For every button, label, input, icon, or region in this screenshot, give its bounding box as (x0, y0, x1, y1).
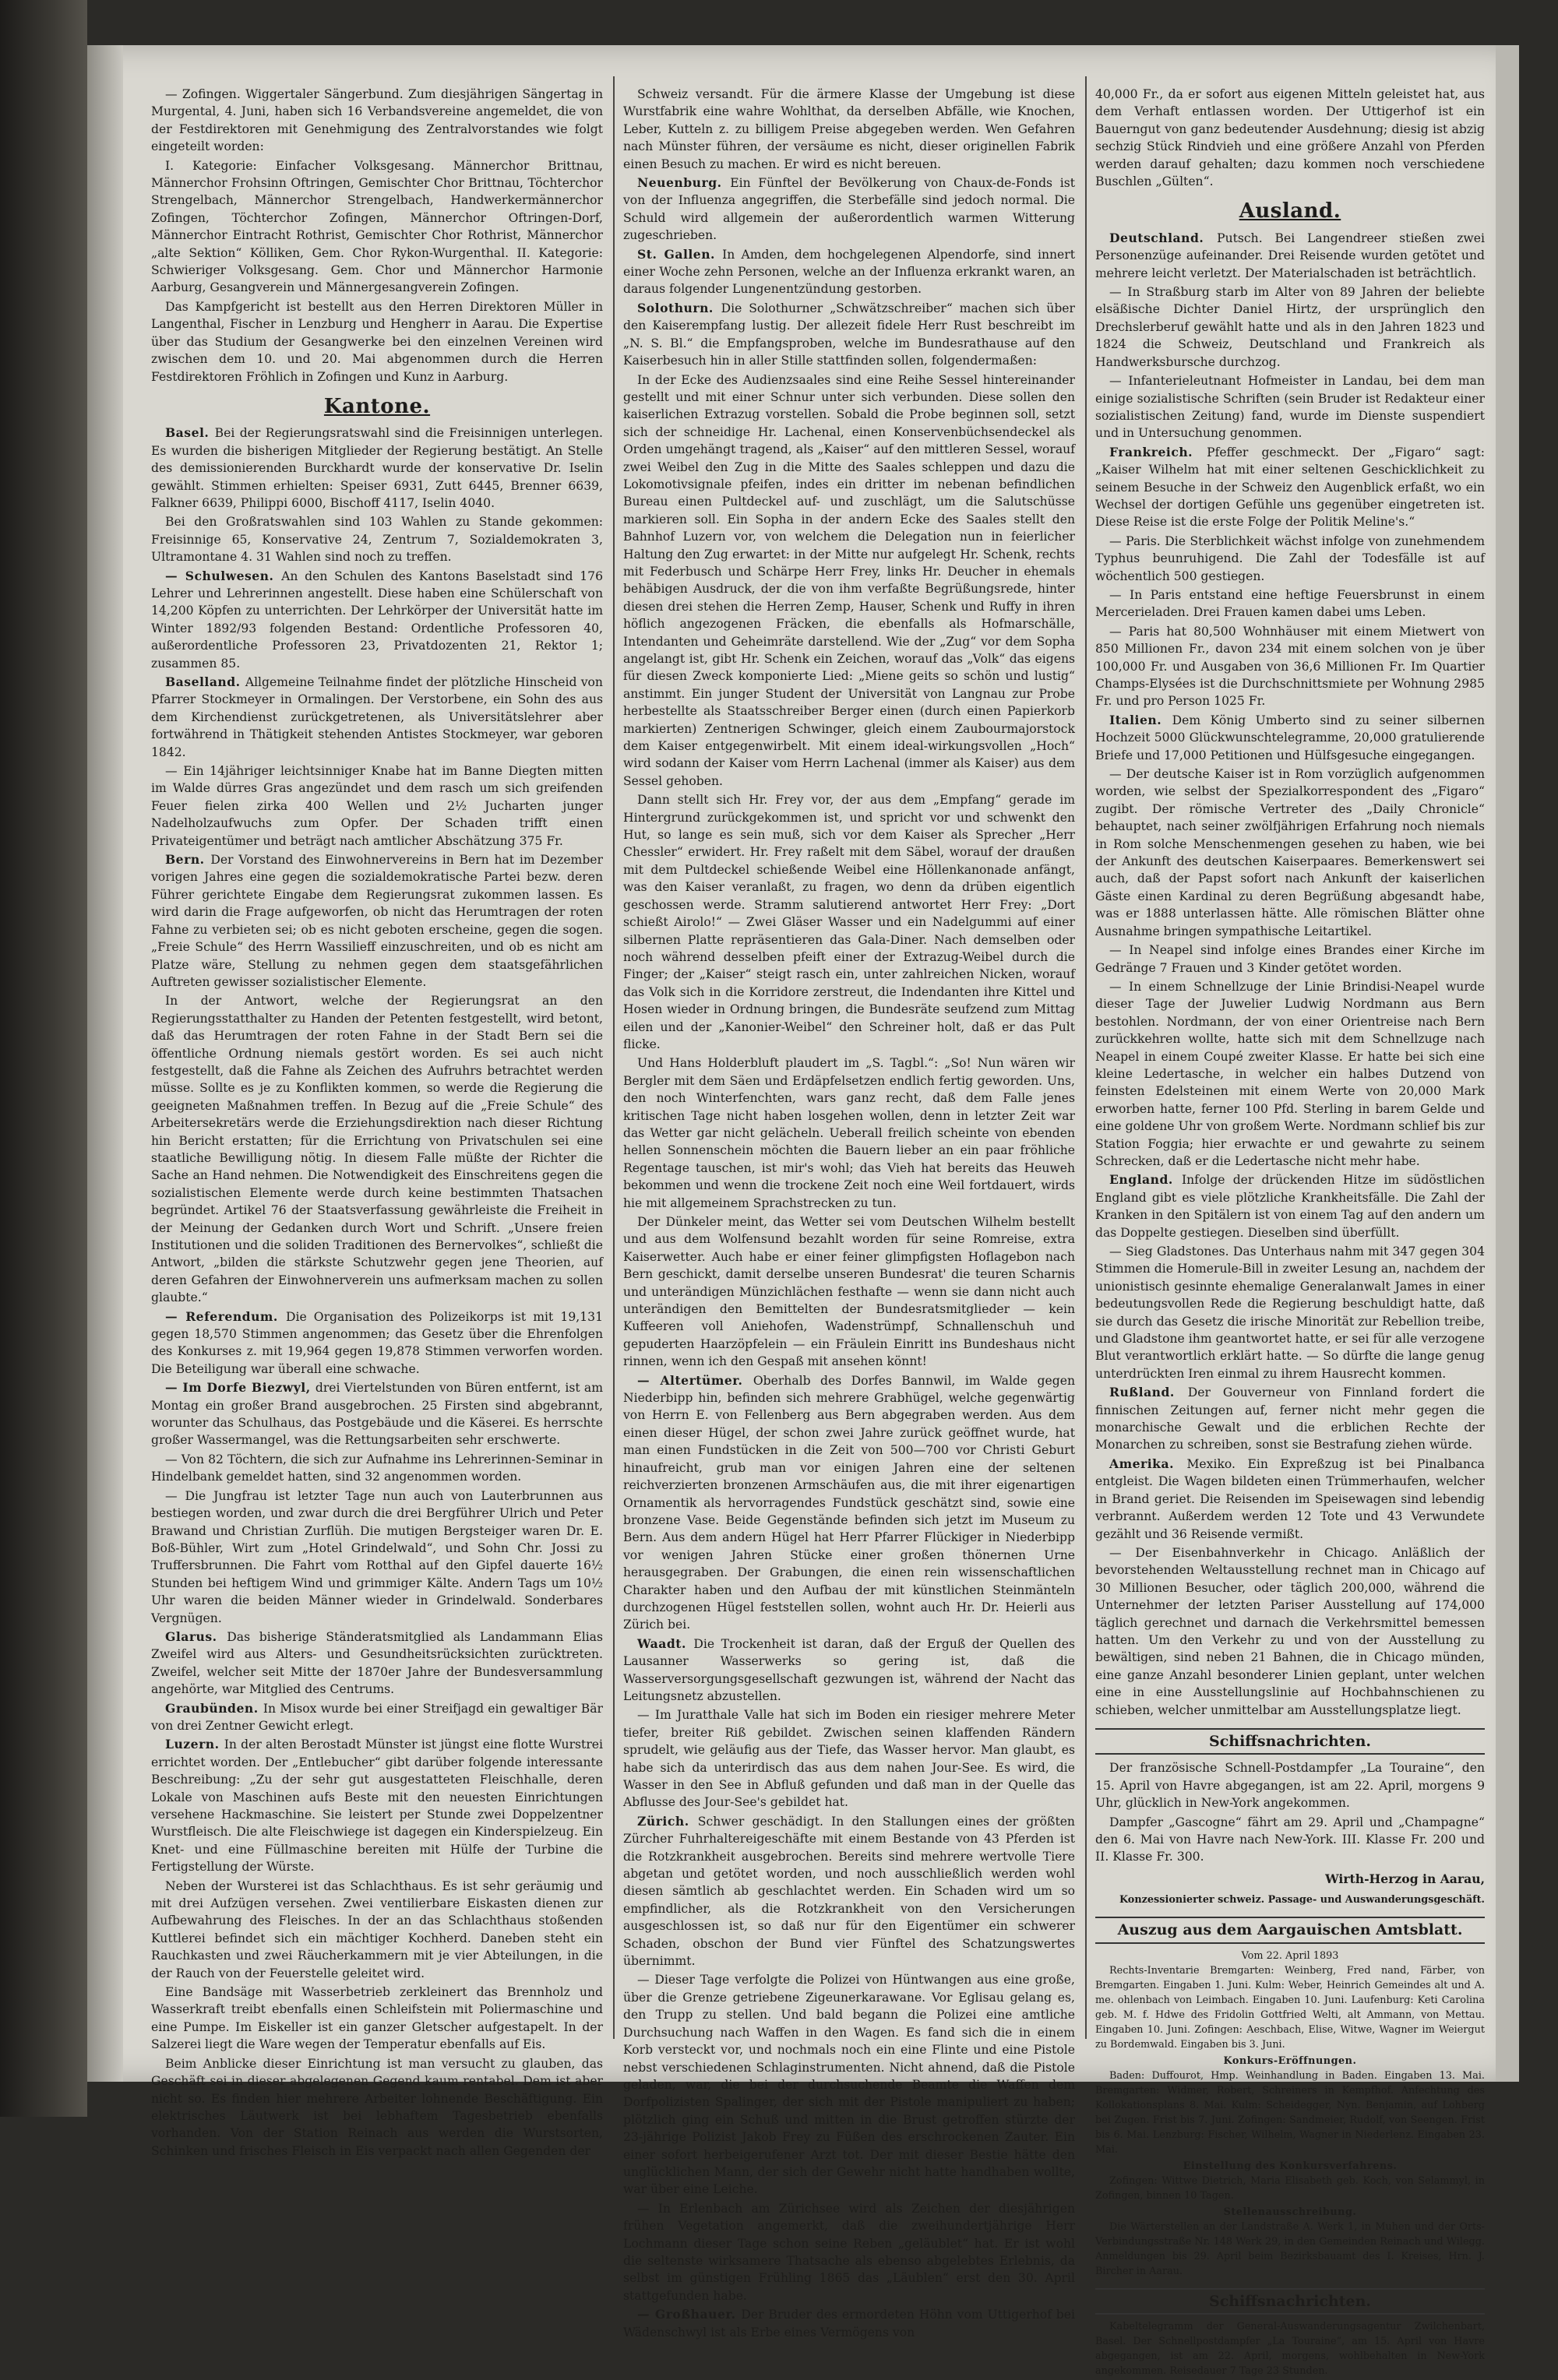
article-paragraph: — Dieser Tage verfolgte die Polizei von Hüntwangen aus eine große, über die Grenze getriebene Zigeunerkarawane. Vor Eglisau gelang es, den Trupp zu stellen. Und bald begann die Polizei eine amtliche Durchsuchung nach Waffen in den Wagen. Es fand sich die in einem Korb versteckt vor, und nochmals noch ein eine Flinte und eine Pistole nebst verschiedenen Schlaginstrumenten. Nicht ahnend, daß die Pistole geladen, war, die bei der durchsuchende Beamte die Waffen dem Dorfpolizisten Spalinger, der sich mit der Pistole manipuliert zu haben; plötzlich ging ein Schuß und mitten in die Brust getroffen stürzte der 23-jährige Polizist Jakob Frey zu Füßen des erschrockenen Zauter. Ein einer sofort herbeigerufener Arzt tot. Der mit dieser Bestie hätte den unglücklichen Mann, der sich der Gewehr nicht hatte handhaben wollte, war über eine Leiche. (623, 1973, 1075, 2197)
col3-top: 40,000 Fr., da er sofort aus eigenen Mitteln geleistet hat, aus dem Verhaft entlassen worden. Der Uttigerhof ist ein Bauerngut von ganz bedeutender Ausdehnung; diesig ist abzig sechzig Stück Rindvieh und eine größere Anzahl von Pferden werden darauf gehalten; dazu kommen noch verschiedene Buschlen „Gülten“. (1095, 87, 1485, 189)
article-paragraph: In der Ecke des Audienzsaales sind eine Reihe Sessel hintereinander gestellt und mit einer Schnur unter sich verbunden. Diese sollen den kaiserlichen Extrazug vorstellen. Sobald die Probe beginnen soll, setzt sich der schneidige Hr. Lachenal, einen Konservenbüchsendeckel als Orden umgehängt tragend, als „Kaiser“ auf den mittleren Sessel, worauf zwei Weibel den Zug in die Mitte des Saales schleppen und dazu die Lokomotivsignale pfeifen, indes ein dritter im nebenan befindlichen Bureau einen Pultdeckel auf- und zuschlägt, um die Salutschüsse markieren soll. Ein Sopha in der andern Ecke des Saales stellt den Bahnhof Luzern vor, von welchem die Delegation nun in feierlicher Haltung den Zug erwartet: in der Mitte nur aufgelegt Hr. Schenk, rechts mit Federbusch und Schärpe Herr Frey, links Hr. Deucher in ehemals behäbigen Ausdruck, der die von ihm verfaßte Begrüßungsrede, hinter diesen drei stehen die Herren Zemp, Hauser, Schenk und Ruffy in ihren höflich angezogenen Fräcken, die ebenfalls als Hofmarschälle, Intendanten und Geheimräte darstellend. Wie der „Zug“ vor dem Sopha angelangt ist, gibt Hr. Schenk ein Zeichen, worauf das „Volk“ das eigens für diesen Zweck komponierte Lied: „Miene geits so schön und lustig“ anstimmt. Ein junger Student der Universität von Langnau zur Probe herbestellte als Staatsschreiber Berger einen (durch einen Papierkorb markierten) Zentnerigen Schwinger, gleich einem Zaubourmajorstock dem Kaiser entgegenwirbelt. Mit einem ideal-wirkungsvollen „Hoch“ wird sodann der Kaiser vom Herrn Lachenal (immer als Kaiser) aus dem Sessel gehoben. (623, 372, 1075, 788)
article-paragraph: Der Dünkeler meint, das Wetter sei vom Deutschen Wilhelm bestellt und aus dem Wolfensund bezahlt worden für seine Romreise, extra Kaiserwetter. Auch habe er einer feiner glimpfigsten Hoflagebon nach Bern geschickt, damit derselbe unseren Bundesrat' die teuren Scharnis und unterändigen Münzichlächen festhafte — wenn sie dann nicht auch unterändigen den Bemittelten der Bundesratsmitglieder — kein Kuffeeren voll Aniehofen, Wadenstrümpf, Schnallenschuh und gepuderten Haarzöpfelein — ein Fräulein Einritt ins Bundeshaus nicht rinnen, wenn ich den Gespaß mit ansehen könnt! (623, 1215, 1075, 1369)
article-paragraph: Neuenburg. Ein Fünftel der Bevölkerung von Chaux-de-Fonds ist von der Influenza angegriffen, die Sterbefälle sind jedoch normal. Die Schuld wird allgemein der außerordentlich warmen Witterung zugeschrieben. (623, 175, 1075, 243)
article-kicker: Deutschland. (1109, 230, 1218, 245)
article-paragraph: — Schulwesen. An den Schulen des Kantons Baselstadt sind 176 Lehrer und Lehrerinnen angestellt. Diese haben eine Schülerschaft von 14,200 Köpfen zu unterrichten. Der Lehrkörper der Universität hatte im Winter 1892/93 folgenden Bestand: Ordentliche Professoren 40, außerordentliche Professoren 23, Privatdozenten 21, Rektor 1; zusammen 85. (151, 568, 603, 671)
article-paragraph: Eine Bandsäge mit Wasserbetrieb zerkleinert das Brennholz und Wasserkraft treibt ebenfalls einen Schleifstein mit Poliermaschine und eine Pumpe. Im Eiskeller ist ein ganzer Gletscher aufgestapelt. In der Salzerei liegt die Ware wegen der Temperatur ebenfalls auf Eis. (151, 1985, 603, 2052)
article-kicker: Waadt. (637, 1635, 694, 1651)
amtsblatt-heading: Auszug aus dem Aargauischen Amtsblatt. (1095, 1917, 1485, 1943)
article-paragraph: St. Gallen. In Amden, dem hochgelegenen Alpendorfe, sind innert einer Woche zehn Personen, welche an der Influenza erkrankt waren, an daraus folgender Lungenentzündung gestorben. (623, 246, 1075, 297)
column-3 (1095, 86, 1485, 2380)
newspaper-page (87, 45, 1519, 2378)
article-paragraph: — Der deutsche Kaiser ist in Rom vorzüglich aufgenommen worden, wie selbst der Spezialkorrespondent des „Figaro“ zugibt. Der römische Vertreter des „Daily Chronicle“ behauptet, nach seiner zwölfjährigen Erfahrung noch niemals in Rom solche Menschenmengen gesehen zu haben, wie bei der Ankunft des deutschen Kaiserpaares. Bemerkenswert sei auch, daß der Papst sofort nach Ankunft der kaiserlichen Gäste einen Kardinal zu deren Begrüßung abgesandt habe, was er 1888 unterlassen hätte. Alle römischen Blätter ohne Ausnahme bringen sympathische Leitartikel. (1095, 767, 1485, 938)
article-kicker: Solothurn. (637, 300, 721, 315)
article-kicker: Bern. (165, 852, 211, 868)
article-paragraph: England. Infolge der drückenden Hitze im südöstlichen England gibt es viele plötzliche Krankheitsfälle. Die Zahl der Kranken in den Spitälern ist von einem Tag auf den andern um das Doppelte gestiegen. Dieselben sind überfüllt. (1095, 1172, 1485, 1240)
article-kicker: Amerika. (1109, 1456, 1187, 1471)
adjacent-page-edge (1496, 45, 1519, 2082)
article-paragraph: — In Straßburg starb im Alter von 89 Jahren der beliebte elsäßische Dichter Daniel Hirtz, der ursprünglich den Drechslerberuf gewählt hatte und als in den Jahren 1823 und 1824 die Schweiz, Deutschland und Frankreich als Handwerksbursche durchzog. (1095, 285, 1485, 369)
konkurs-text: Baden: Duffourot, Hmp. Weinhandlung in Baden. Eingaben 13. Mai. Bremgarten: Widmer, Robert, Schreiners in Kempfhof. Anfechtung des Kollokationsplans 8. Mai. Kulm: Scheidegger, Nyn. Benjamin, auf Lohberg bei Zugen. Frist bis 7. Juni. Zofingen: Sandmeier, Rudolf, von Seengen. Frist bis 6. Mai. Lenzburg: Fischer, Wilhelm, Wagner in Niederlenz. Eingaben 23. Mai. (1095, 2069, 1485, 2156)
article-paragraph: Und Hans Holderbluft plaudert im „S. Tagbl.“: „So! Nun wären wir Bergler mit dem Säen und Erdäpfelsetzen endlich fertig geworden. Uns, den noch Winterfenchten, wars ganz recht, daß dem Falle jenes kritischen Tage nicht haben losgehen wollen, denn in letzter Zeit war das Wetter gar nicht gelächeln. Ueberall freilich scheinte von ebenden hellen Sonnenschein möchten die Bauern lieber an ein paar fröhliche Regentage tauschen, ist mir's wohl; das Vieh hat bereits das Heuweh bekommen und wenn die trockene Zeit noch eine Weil fortdauert, wirds hie mit allgemeinem Sprachstrecken zu tun. (623, 1056, 1075, 1210)
article-paragraph: I. Kategorie: Einfacher Volksgesang. Männerchor Brittnau, Männerchor Frohsinn Oftringen, Gemischter Chor Brittnau, Töchterchor Strengelbach, Männerchor Strengelbach, Handwerkermännerchor Zofingen, Töchterchor Zofingen, Männerchor Oftringen-Dorf, Männerchor Eintracht Rothrist, Gemischter Chor Rothrist, Männerchor „alte Sektion“ Kölliken, Gem. Chor Rykon-Wurgenthal. II. Kategorie: Schwieriger Volksgesang. Gem. Chor und Männerchor Harmonie Aarburg, Gesangverein und Männergesangverein Zofingen. (151, 158, 603, 295)
article-paragraph: — Die Jungfrau ist letzter Tage nun auch von Lauterbrunnen aus bestiegen worden, und zwar durch die drei Bergführer Ulrich und Peter Brawand und Christian Zurflüh. Die mutigen Bergsteiger waren Dr. E. Boß-Bühler, Wirt zum „Hotel Grindelwald“, und Sohn Chr. Jossi zu Truffersbrunnen. Die Fahrt vom Rotthal auf den Gipfel dauerte 16½ Stunden bei heftigem Wind und grimmiger Kälte. Andern Tags um 10½ Uhr waren die beiden Männer wieder in Grindelwald. Sonderbares Vergnügen. (151, 1488, 603, 1625)
article-kicker: Zürich. (637, 1813, 698, 1829)
page-binding (87, 45, 123, 2082)
article-paragraph: Beim Anblicke dieser Einrichtung ist man versucht zu glauben, das Geschäft sei in dieser abgelegenen Gegend kaum rentabel. Dem ist aber nicht so. Es finden hier mehrere Arbeiter lohnende Beschäftigung. Ein elektrisches Läutwerk ist bei lebhaftem Tagesbetrieb ebenfalls vorhanden. Von der Station Reinach aus werden die Wurstsorten, Schinken und frisches Fleisch in Eis verpackt nach allen Gegenden der (151, 2056, 603, 2158)
article-kicker: — Im Dorfe Biezwyl, (165, 1380, 315, 1396)
article-paragraph: Bei den Großratswahlen sind 103 Wahlen zu Stande gekommen: Freisinnige 65, Konservative 24, Zentrum 7, Sozialdemokraten 3, Ultramontane 4. 31 Wahlen sind noch zu treffen. (151, 515, 603, 565)
article-paragraph: — Großhauer. Der Bruder des ermordeten Höhn vom Uttigerhof bei Wädenschwyl ist als Erbe eines Vermögens von (623, 2307, 1075, 2340)
article-paragraph: Bern. Der Vorstand des Einwohnervereins in Bern hat im Dezember vorigen Jahres eine gegen die sozialdemokratische Partei bezw. deren Führer gerichtete Eingabe dem Regierungsrat zukommen lassen. Es wird darin die Frage aufgeworfen, ob nicht das Herumtragen der roten Fahne zu verbieten sei; ob es nicht geboten erscheine, gegen die sogen. „Freie Schule“ des Herrn Wassilieff einzuschreiten, und ob es nicht am Platze wäre, Stellung zu nehmen gegen dem staatsgefährlichen Auftreten gewisser sozialistischer Elemente. (151, 852, 603, 989)
article-kicker: — Altertümer. (637, 1372, 753, 1388)
section-heading-kantone: Kantone. (323, 394, 431, 418)
schiffsnachrichten-heading: Schiffsnachrichten. (1095, 1728, 1485, 1755)
section-heading-ausland: Ausland. (1239, 199, 1341, 224)
stellen-heading: Stellenausschreibung. (1223, 2206, 1357, 2218)
article-paragraph: — Referendum. Die Organisation des Polizeikorps ist mit 19,131 gegen 18,570 Stimmen angenommen; das Gesetz über die Ehrenfolgen des Konkurses z. mit 19,964 gegen 19,878 Stimmen verworfen worden. Die Beteiligung war überall eine schwache. (151, 1308, 603, 1376)
article-paragraph: Graubünden. In Misox wurde bei einer Streifjagd ein gewaltiger Bär von drei Zentner Gewicht erlegt. (151, 1700, 603, 1733)
article-paragraph: — Ein 14jähriger leichtsinniger Knabe hat im Banne Diegten mitten im Walde dürres Gras angezündet und dem rasch um sich greifenden Feuer fielen zirka 400 Wellen und 2½ Jucharten junger Nadelholzaufwuchs zum Opfer. Der Schaden trifft einen Privateigentümer und beträgt nach amtlicher Abschätzung 375 Fr. (151, 764, 603, 848)
amtsblatt-date: Vom 22. April 1893 (1241, 1949, 1339, 1962)
amtsblatt-text: Rechts-Inventarie Bremgarten: Weinberg, Fred nand, Färber, von Bremgarten. Eingaben 1. Juni. Kulm: Weber, Heinrich Gemeindes alt und A. me. ohlenbach von Leimbach. Eingaben 10. Juni. Laufenburg: Keti Carolina geb. M. f. Hdwe des Fridolin Gottfried Welti, alt Ammann, von Mettau. Eingaben 10. Juni. Zofingen: Aeschbach, Elise, Witwe, Wagner im Weiergut zu Bordemwald. Eingaben bis 3. Juni. (1095, 1964, 1485, 2051)
article-paragraph: — In Erlenbach am Zürichsee wird als Zeichen der diesjährigen frühen Vegetation angemerkt, daß die zweihundertjährige Herr Lochmann dieser Tage schon seine Reben „geläublet“ hat. Er ist wohl die seltenste wirksamere Thatsache als ebenso abgelebtes Erlebnis, da selbst im günstigen Frühling 1865 das „Läublen“ erst den 30. April stattgefunden habe. (623, 2201, 1075, 2303)
article-paragraph: — Paris hat 80,500 Wohnhäuser mit einem Mietwert von 850 Millionen Fr., davon 234 mit einem solchen von je über 100,000 Fr. und Ausgaben von 36,6 Millionen Fr. Im Quartier Champs-Elysées ist die Durchschnittsmiete per Wohnung 2985 Fr. und pro Person 1025 Fr. (1095, 624, 1485, 709)
article-kicker: — Großhauer. (637, 2307, 742, 2322)
article-paragraph: — In einem Schnellzuge der Linie Brindisi-Neapel wurde dieser Tage der Juwelier Ludwig Nordmann aus Bern bestohlen. Nordmann, der von einer Orientreise nach Bern zurückkehren wollte, hatte sich mit dem Schnellzuge nach Neapel in einem Coupé zweiter Klasse. Er hatte bei sich eine kleine Ledertasche, in welcher ein halbes Dutzend von feinsten Edelsteinen mit einem Werte von 20,000 Mark erworben hatte, ferner 100 Pfd. Sterling in barem Gelde und eine goldene Uhr von großem Werte. Nordmann schlief bis zur Station Foggia; hier erwachte er und gewahrte zu seinem Schrecken, daß er die Ledertasche nicht mehr habe. (1095, 979, 1485, 1168)
article-kicker: Rußland. (1109, 1385, 1188, 1400)
article-paragraph: Luzern. In der alten Berostadt Münster ist jüngst eine flotte Wurstrei errichtet worden. Der „Entlebucher“ gibt darüber folgende interessante Beschreibung: „Zu der sehr gut ausgestatteten Fleischhalle, deren Lokale von Maschinen aufs Beste mit den neuesten Einrichtungen versehene Hackmaschine. Sie leistert per Stunde zwei Doppelzentner Wurstfleisch. Die alte Fleischwiege ist dagegen ein Kinderspielzeug. Ein Knet- und eine Füllmaschine bereiten mit Hülfe der Turbine die Fertigstellung der Würste. (151, 1737, 603, 1875)
einstellung-text: Zofingen: Wittwe Dietrich, Maria Elisabeth geb. Koch, von Selammyl, in Zofingen, binnen 10 Tagen. (1095, 2174, 1485, 2202)
article-paragraph: — Paris. Die Sterblichkeit wächst infolge von zunehmendem Typhus beunruhigend. Die Zahl der Todesfälle ist auf wöchentlich 500 gestiegen. (1095, 533, 1485, 583)
article-paragraph: Schweiz versandt. Für die ärmere Klasse der Umgebung ist diese Wurstfabrik eine wahre Wohlthat, da derselben Abfälle, wie Knochen, Leber, Kutteln z. zu billigem Preise abgegeben werden. Wen Gefahren nach Münster führen, der versäume es nicht, dieser originellen Fabrik einen Besuch zu machen. Er wird es nicht bereuen. (623, 87, 1075, 171)
article-paragraph: — Infanterieleutnant Hofmeister in Landau, bei dem man einige sozialistische Schriften (sein Bruder ist Redakteur einer sozialistischen Zeitung) fand, wurde im Dienste suspendiert und in Untersuchung genommen. (1095, 374, 1485, 441)
column-rule (1085, 76, 1087, 2039)
article-paragraph: Basel. Bei der Regierungsratswahl sind die Freisinnigen unterlegen. Es wurden die bisherigen Mitglieder der Regierung bestätigt. An Stelle des demissionierenden Burckhardt wurde der konservative Dr. Iselin gewählt. Stimmen erhielten: Speiser 6931, Zutt 6445, Brenner 6639, Falkner 6639, Philippi 6000, Bischoff 4117, Iselin 4040. (151, 425, 603, 510)
col2-articles (623, 86, 1075, 2341)
article-paragraph: Neben der Wursterei ist das Schlachthaus. Es ist sehr geräumig und mit drei Aufzügen versehen. Zwei ventilierbare Eiskasten dienen zur Aufbewahrung des Fleisches. In der an das Schlachthaus stoßenden Kuttlerei befindet sich ein mächtiger Kochherd. Daneben steht ein Rauchkasten und zwei Räucherkammern mit je vier Abteilungen, in die der Rauch von der Feuerstelle geleitet wird. (151, 1878, 603, 1980)
article-paragraph: — Zofingen. Wiggertaler Sängerbund. Zum diesjährigen Sängertag in Murgental, 4. Juni, haben sich 16 Verbandsvereine angemeldet, die von der Festdirektoren mit Genehmigung des Zentralvorstandes wie folgt eingeteilt worden: (151, 87, 603, 154)
col3-articles (1095, 230, 1485, 1719)
article-kicker: Basel. (165, 425, 215, 441)
article-paragraph: — Von 82 Töchtern, die sich zur Aufnahme ins Lehrerinnen-Seminar in Hindelbank gemeldet hatten, sind 32 angenommen worden. (151, 1452, 603, 1484)
article-paragraph: — Der Eisenbahnverkehr in Chicago. Anläßlich der bevorstehenden Weltausstellung rechnet man in Chicago auf 30 Millionen Besucher, oder täglich 200,000, während die Unternehmer der letzten Pariser Ausstellung auf 174,000 täglich gerechnet und darnach die Verkehrsmittel bemessen hatten. Um den Verkehr zu und von der Ausstellung zu bewältigen, sind neben 21 Bahnen, die in Chicago münden, eine ganze Anzahl besonderer Linien geplant, unter welchen eine in eine Ausstellungslinie auf Hochbahnschienen zu schieben, welcher unmittelbar am Ausstellungsplatze liegt. (1095, 1545, 1485, 1717)
article-paragraph: Das Kampfgericht ist bestellt aus den Herren Direktoren Müller in Langenthal, Fischer in Lenzburg und Hengherr in Aarau. Die Expertise über das Studium der Gesangwerke bei den einzelnen Vereinen wird zwischen dem 10. und 20. Mai abgenommen durch die Herren Festdirektoren Fröhlich in Zofingen und Kunz in Aarburg. (151, 299, 603, 384)
article-paragraph: — Sieg Gladstones. Das Unterhaus nahm mit 347 gegen 304 Stimmen die Homerule-Bill in zweiter Lesung an, nachdem der unionistisch gesinnte ehemalige Generalanwalt James in einer bedeutungsvollen Rede die Regierung beschuldigt hatte, daß sie durch das Gesetz die irische Minorität zur Rebellion treibe, und Gladstone ihm geantwortet hatte, er sei für alle verzogene Blut verantwortlich erklärt hatte. — So dürfte die lange genug unterdrückten Iren einmal zu ihrem Hausrecht kommen. (1095, 1245, 1485, 1381)
schiff-text: Der französische Schnell-Postdampfer „La Touraine“, den 15. April von Havre abgegangen, ist am 22. April, morgens 9 Uhr, glücklich in New-York angekommen. (1095, 1761, 1485, 1811)
article-paragraph: Glarus. Das bisherige Ständeratsmitglied als Landammann Elias Zweifel wird aus Alters- und Gesundheitsrücksichten zurücktreten. Zweifel, welcher seit Mitte der 1870er Jahre der Bundesversammlung angehörte, war Mitglied des Centrums. (151, 1628, 603, 1697)
article-paragraph: Deutschland. Putsch. Bei Langendreer stießen zwei Personenzüge aufeinander. Drei Reisende wurden getötet und mehrere leicht verletzt. Der Materialschaden ist beträchtlich. (1095, 230, 1485, 280)
column-1 (151, 86, 603, 2161)
article-kicker: Glarus. (165, 1628, 227, 1644)
article-paragraph: Solothurn. Die Solothurner „Schwätzschreiber“ machen sich über den Kaiserempfang lustig. Der allezeit fidele Herr Rust beschreibt im „N. S. Bl.“ die Empfangsproben, welche im Bundesrathause auf den Kaiserbesuch hin in aller Stille stattfinden sollen, folgendermaßen: (623, 300, 1075, 368)
konkurs-heading: Konkurs-Eröffnungen. (1223, 2054, 1357, 2067)
article-paragraph: Dann stellt sich Hr. Frey vor, der aus dem „Empfang“ gerade im Hintergrund zurückgekommen ist, und spricht vor und schwenkt den Hut, so lange es sein muß, sich vor dem Kaiser als Sprecher „Herr Chessler“ erwidert. Hr. Frey raßelt mit dem Säbel, worauf der draußen mit dem Pultdeckel schießende Weibel eine Höllenkanonade anfängt, was den Kaiser veranlaßt, zu fragen, wo denn da drüben eigentlich geschossen werde. Stramm salutierend antwortet Herr Frey: „Dort schießt Airolo!“ — Zwei Gläser Wasser und ein Nadelgummi auf einer silbernen Platte repräsentieren das Gala-Diner. Nach demselben oder noch während desselben pfeift einer der Extrazug-Weibel durch die Finger; der „Kaiser“ steigt rasch ein, unter zahlreichen Nicken, worauf das Volk sich in die Korridore zerstreut, die Indendanten ihre Kittel und Hosen wieder in Ordnung bringen, die Bundesräte seufzend zum Mittag eilen und der „Kanonier-Weibel“ den Schreiner holt, daß er das Pult flicke. (623, 793, 1075, 1051)
article-kicker: Graubünden. (165, 1700, 263, 1716)
article-paragraph: — Im Dorfe Biezwyl, drei Viertelstunden von Büren entfernt, ist am Montag ein großer Brand ausgebrochen. 25 Firsten sind abgebrannt, worunter das Schulhaus, das Postgebäude und die Käserei. Es herrschte großer Wassermangel, was die Rettungsarbeiten sehr erschwerte. (151, 1380, 603, 1448)
article-paragraph: Zürich. Schwer geschädigt. In den Stallungen eines der größten Zürcher Fuhrhaltereigeschäfte mit einem Bestande von 43 Pferden ist die Rotzkrankheit ausgebrochen. Bereits sind mehrere wertvolle Tiere abgetan und getötet worden, und noch ausschließlich werden wohl diesen sämtlich ab geschlachtet werden. Ein Schaden wird um so empfindlicher, als die Rotzkrankheit von den Versicherungen ausgeschlossen ist, so daß nur für den Eigentümer ein schwerer Schaden, obschon der Bund vier Fünftel des Schatzungswertes übernimmt. (623, 1813, 1075, 1969)
article-kicker: Luzern. (165, 1737, 224, 1752)
article-kicker: St. Gallen. (637, 246, 723, 262)
article-paragraph: — Altertümer. Oberhalb des Dorfes Bannwil, im Walde gegen Niederbipp hin, befinden sich mehrere Grabhügel, welche gegenwärtig von Herrn E. von Fellenberg aus Bern abgegraben werden. Aus dem einen dieser Hügel, der schon zwei Jahre zurück geöffnet wurde, hat man einen Fundstücken in die Zeit von 500—700 vor Christi Geburt hinaufreicht, grub man vor einigen Jahren eine der seltenen reichverzierten bronzenen Armschäufen aus, die mit ihrer eigenartigen Ornamentik als hervorragendes Fundstück geschätzt sind, sowie eine bronzene Vase. Beide Gegenstände befinden sich jetzt im Museum zu Bern. Aus dem andern Hügel hat Herr Pfarrer Flückiger in Niederbipp vor wenigen Jahren Stücke einer großen thönernen Urne herausgegraben. Der Grabungen, die einen rein wissenschaftlichen Charakter haben und den Aufbau der mit künstlichen Steinmänteln durchzogenen Hügel feststellen sollen, wohnt auch Hr. Dr. Heierli aus Zürich bei. (623, 1372, 1075, 1632)
article-paragraph: Rußland. Der Gouverneur von Finnland fordert die finnischen Zeitungen auf, ferner nicht mehr gegen die monarchische Gewalt und die erblichen Rechte der Monarchen zu schreiben, sonst sie Bestrafung ziehen würde. (1095, 1385, 1485, 1452)
article-paragraph: — In Neapel sind infolge eines Brandes einer Kirche im Gedränge 7 Frauen und 3 Kinder getötet worden. (1095, 943, 1485, 975)
article-kicker: Frankreich. (1109, 444, 1207, 459)
schiffsnachrichten-heading-2: Schiffsnachrichten. (1095, 2288, 1485, 2315)
schiff-text-2: Dampfer „Gascogne“ fährt am 29. April und „Champagne“ den 6. Mai von Havre nach New-York. III. Klasse Fr. 200 und II. Klasse Fr. 300. (1095, 1815, 1485, 1864)
book-gutter (0, 0, 87, 2117)
column-rule (613, 76, 615, 2039)
schiff-text-3: Kabeltelegramm der General-Auswanderungsagentur Zwilchenbart, Basel. Der Schnellpostdampfer „La Touraine“, am 15. April von Havre abgegangen, ist am 22. April, morgens, wohlbehalten in New-York angekommen. Reisedauer 7 Tage 23 Stunden. (1095, 2321, 1485, 2378)
article-kicker: Italien. (1109, 712, 1172, 727)
article-paragraph: Baselland. Allgemeine Teilnahme findet der plötzliche Hinscheid von Pfarrer Stockmeyer in Ormalingen. Der Verstorbene, ein Sohn des aus dem Kirchendienst zurückgetretenen, als Universitätslehrer aber fortwährend in Thätigkeit stehenden Antistes Stockmeyer, war geboren 1842. (151, 674, 603, 759)
article-paragraph: — Im Juratthale Valle hat sich im Boden ein riesiger mehrere Meter tiefer, breiter Riß gebildet. Zwischen seinen klaffenden Rändern sprudelt, wie geläufig aus der Tiefe, das Wasser hervor. Man glaubt, es habe sich da unterirdisch das aus dem nahen Jour-See. Es wird, die Wasser in den See in Abfluß gefunden und daß man in der Quelle das Abflusse des Jour-See's gebildet hat. (623, 1708, 1075, 1810)
article-kicker: — Referendum. (165, 1308, 286, 1324)
article-paragraph: Italien. Dem König Umberto sind zu seiner silbernen Hochzeit 5000 Glückwunschtelegramme, 20,000 gratulierende Briefe und 17,000 Petitionen und Hülfsgesuche eingegangen. (1095, 712, 1485, 762)
article-kicker: Baselland. (165, 674, 245, 689)
article-kicker: England. (1109, 1172, 1182, 1188)
stellen-text: Die Wärterstellen an der Landstraße A. Werk 1, in Muhen und der Orts-Verbindungsstraße Nr. 148 Werk 29, in den Gemeinden Reinach und Wilegg. Anmeldungen bis 29. April beim Bezirksbauamt des I. Kreises, Hrn. J. Bircher in Aarau. (1095, 2220, 1485, 2277)
agent-desc: Konzessionierter schweiz. Passage- und Auswanderungsgeschäft. (1119, 1894, 1485, 1906)
article-paragraph: Waadt. Die Trockenheit ist daran, daß der Erguß der Quellen des Lausanner Wasserwerks so gering ist, daß die Wasserversorgungsgesellschaft gezwungen ist, während der Nacht das Leitungsnetz abzustellen. (623, 1635, 1075, 1703)
article-paragraph: In der Antwort, welche der Regierungsrat an den Regierungsstatthalter zu Handen der Petenten festgestellt, wird betont, daß das Herumtragen der roten Fahne in der Stadt Bern sei die öffentliche Ordnung niemals gestört worden. Es sei auch nicht festgestellt, daß die Fahne als Zeichen des Aufruhrs betrachtet werden müsse. Sollte es je zu Konflikten kommen, so werde die Regierung die geeigneten Maßnahmen treffen. In Bezug auf die „Freie Schule“ des Arbeitersekretärs werde die Erziehungsdirektion nach dieser Richtung hin Bericht erstatten; für die Errichtung von Privatschulen sei eine staatliche Bewilligung nötig. In diesem Falle müßte der Richter die Sache an Hand nehmen. Die Notwendigkeit des Einschreitens gegen die sozialistischen Elemente werde durch keine bestimmten Thatsachen begründet. Artikel 76 der Staatsverfassung gewährleiste die Freiheit in der Meinung der Gedanken durch Wort und Schrift. „Unsere freien Institutionen und die soliden Traditionen des Bernervolkes“, schließt die Antwort, „bilden die stärkste Schutzwehr gegen jene Theorien, auf deren Gefahren der Einwohnerverein uns aufmerksam machen zu sollen glaubte.“ (151, 994, 603, 1305)
article-kicker: — Schulwesen. (165, 568, 282, 583)
article-paragraph: — In Paris entstand eine heftige Feuersbrunst in einem Mercerieladen. Drei Frauen kamen dabei ums Leben. (1095, 587, 1485, 620)
col1-intro (151, 86, 603, 386)
col1-articles (151, 424, 603, 2160)
article-paragraph: Frankreich. Pfeffer geschmeckt. Der „Figaro“ sagt: „Kaiser Wilhelm hat mit einer seltenen Geschicklichkeit zu seinem Besuche in der Schweiz den Augenblick erfaßt, wo ein Wechsel der dortigen Gefühle uns gegenüber eingetreten ist. Diese Reise ist die erste Folge der Politik Meline's.“ (1095, 444, 1485, 530)
agent-name: Wirth-Herzog in Aarau, (1325, 1871, 1485, 1886)
article-paragraph: Amerika. Mexiko. Ein Expreßzug ist bei Pinalbanca entgleist. Die Wagen bildeten einen Trümmerhaufen, welcher in Brand geriet. Die Reisenden im Speisewagen sind lebendig verbrannt. Außerdem werden 12 Tote und 43 Verwundete gezählt und 36 Reisende vermißt. (1095, 1456, 1485, 1541)
column-2 (623, 86, 1075, 2343)
einstellung-heading: Einstellung des Konkursverfahrens. (1183, 2160, 1398, 2172)
article-kicker: Neuenburg. (637, 175, 731, 191)
